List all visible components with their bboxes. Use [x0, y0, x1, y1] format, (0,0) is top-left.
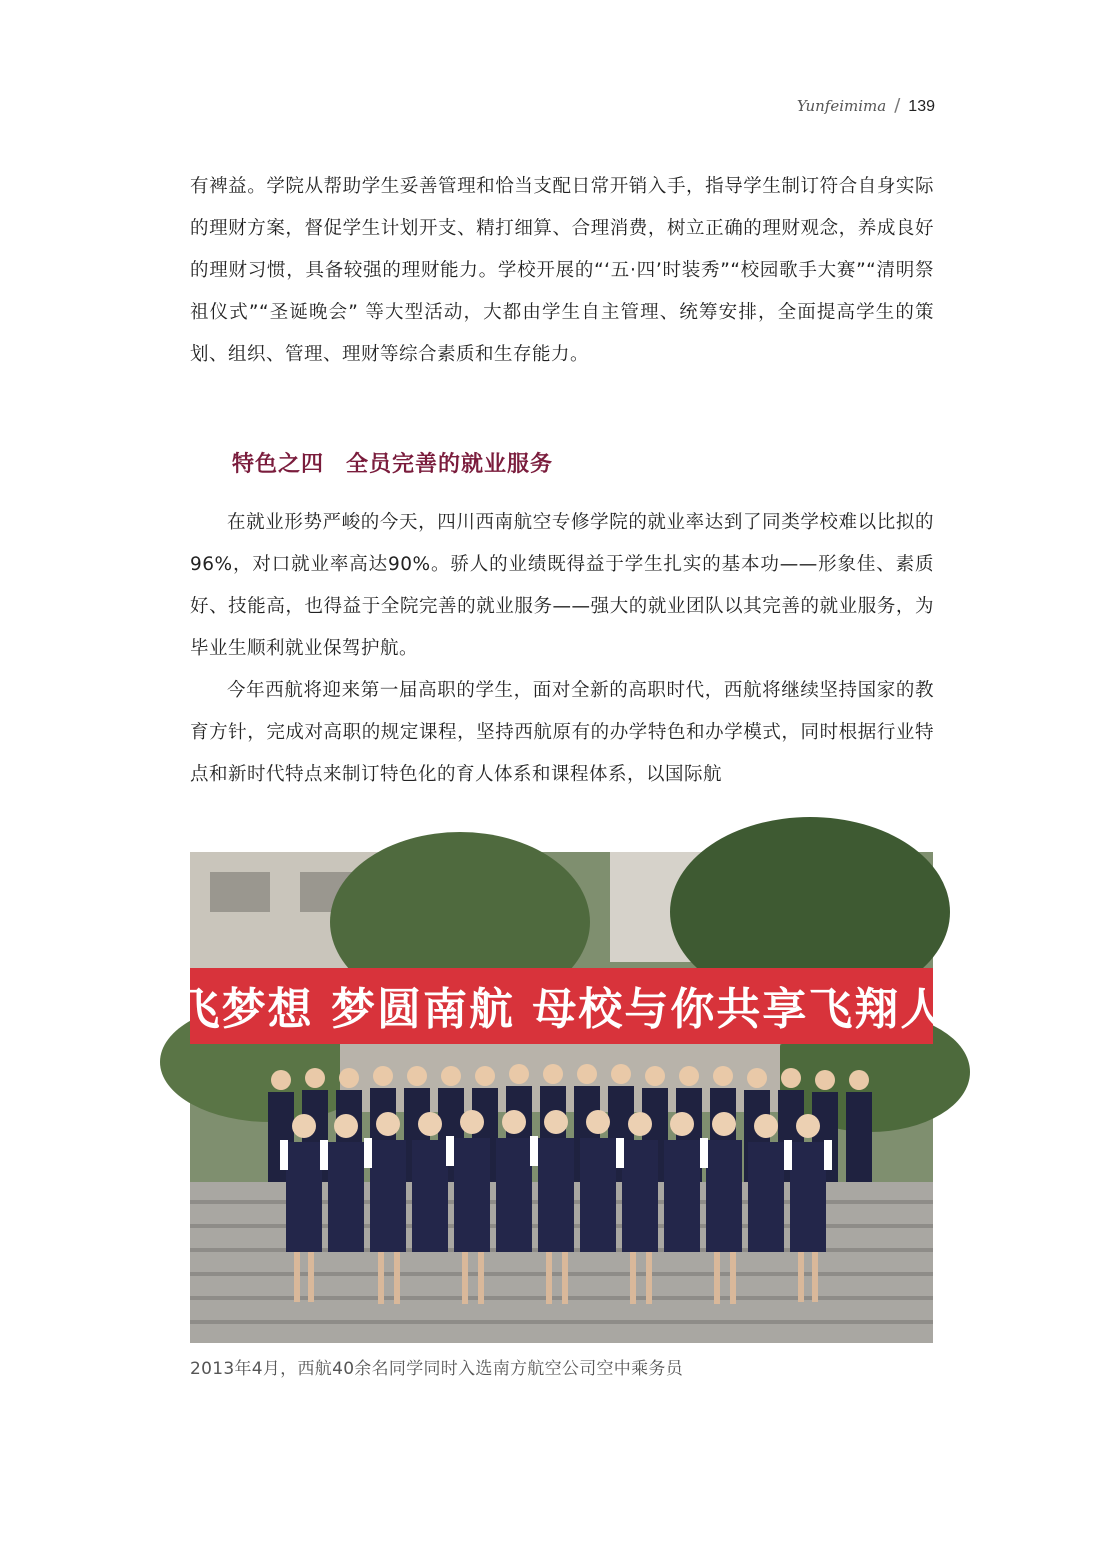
- paragraph-continued: 有裨益。学院从帮助学生妥善管理和恰当支配日常开销入手，指导学生制订符合自身实际的理财方案，督促学生计划开支、精打细算、合理消费，树立正确的理财观念，养成良好的理财习惯，具备较强的理财能力。学校开展的“‘五·四’时装秀”“校园歌手大赛”“清明祭祖仪式”“圣诞晚会” 等大型活动，大都由学生自主管理、统筹安排，全面提高学生的策划、组织、管理、理财等综合素质和生存能力。: [190, 176, 934, 365]
- section-heading: [232, 447, 553, 478]
- paragraph-vocational: 今年西航将迎来第一届高职的学生，面对全新的高职时代，西航将继续坚持国家的教育方针，完成对高职的规定课程，坚持西航原有的办学特色和办学模式，同时根据行业特点和新时代特点来制订特色化的育人体系和课程体系，以国际航: [190, 680, 934, 785]
- paragraph-employment: 在就业形势严峻的今天，四川西南航空专修学院的就业率达到了同类学校难以比拟的96%，对口就业率高达90%。骄人的业绩既得益于学生扎实的基本功——形象佳、素质好、技能高，也得益于全院完善的就业服务——强大的就业团队以其完善的就业服务，为毕业生顺利就业保驾护航。: [190, 512, 934, 659]
- running-header: [797, 95, 935, 116]
- photo-caption: 2013年4月，西航40余名同学同时入选南方航空公司空中乘务员: [190, 1359, 684, 1379]
- page-number: 139: [908, 98, 935, 115]
- section-heading-title: 全员完善的就业服务: [346, 452, 554, 477]
- banner-text: 放飞梦想 梦圆南航 母校与你共享飞翔人生: [129, 984, 993, 1035]
- running-title: Yunfeimima: [796, 97, 887, 115]
- section-heading-label: 特色之四: [232, 452, 325, 477]
- header-separator: /: [894, 95, 901, 116]
- group-photo: [129, 852, 993, 1343]
- group-photo-illustration: [129, 852, 993, 1343]
